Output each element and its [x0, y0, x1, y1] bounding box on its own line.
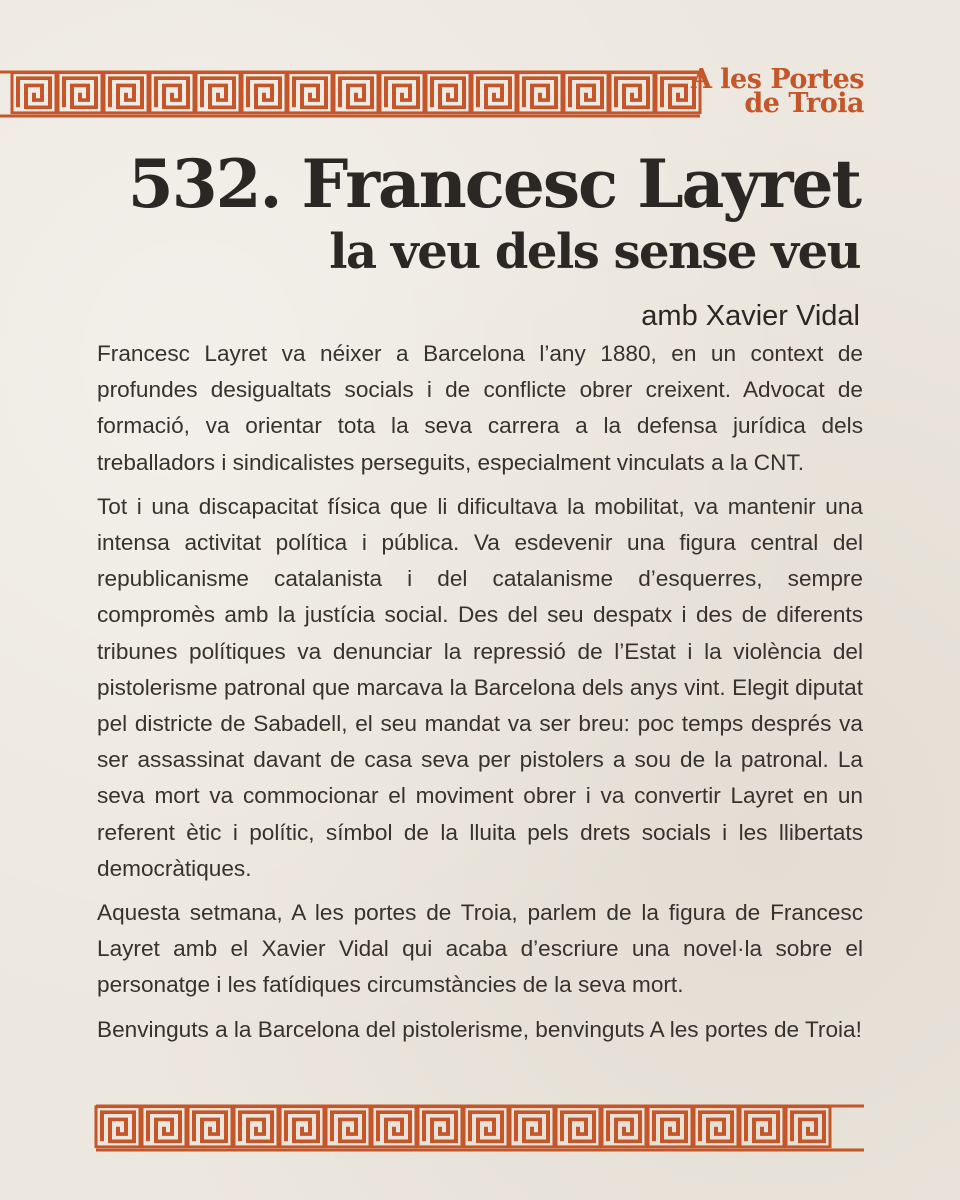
meander-tiles-top [12, 73, 700, 113]
episode-title: 532. Francesc Layret [127, 145, 860, 223]
meander-tiles-bottom [96, 1107, 830, 1147]
brand-line-2: de Troia [744, 88, 864, 119]
paragraph-3: Aquesta setmana, A les portes de Troia, parlem de la figura de Francesc Layret amb el Xavier Vidal qui acaba d’escriure una novel·la sobre el personatge i les fatídiques circumstàncies de la seva mort. [97, 900, 863, 998]
brand-logo [690, 64, 864, 119]
paragraph-1: Francesc Layret va néixer a Barcelona l’any 1880, en un context de profundes desigualtats socials i de conflicte obrer creixent. Advocat de formació, va orientar tota la seva carrera a la defensa jurídica dels treballadors i sindicalistes perseguits, especialment vinculats a la CNT. [97, 341, 863, 475]
episode-guest: amb Xavier Vidal [641, 300, 860, 332]
brand-line-1: A les Portes [690, 64, 864, 95]
paragraph-4: Benvinguts a la Barcelona del pistolerisme, benvinguts A les portes de Troia! [97, 1016, 862, 1042]
episode-subtitle: la veu dels sense veu [329, 224, 860, 280]
description-body [97, 336, 863, 1056]
greek-key-border-bottom [0, 1104, 960, 1154]
paragraph-2: Tot i una discapacitat física que li dificultava la mobilitat, va mantenir una intensa activitat política i pública. Va esdevenir una figura central del republicanisme catalanista i del catalanisme d’esquerres, sempre compromès amb la justícia social. Des del seu despatx i des de diferents tribunes polítiques va denunciar la repressió de l’Estat i la violència del pistolerisme patronal que marcava la Barcelona dels anys vint. Elegit diputat pel districte de Sabadell, el seu mandat va ser breu: poc temps després va ser assassinat davant de casa seva per pistolers a sou de la patronal. La seva mort va commocionar el moviment obrer i va convertir Layret en un referent ètic i polític, símbol de la lluita pels drets socials i les llibertats democràtiques. [97, 493, 863, 881]
